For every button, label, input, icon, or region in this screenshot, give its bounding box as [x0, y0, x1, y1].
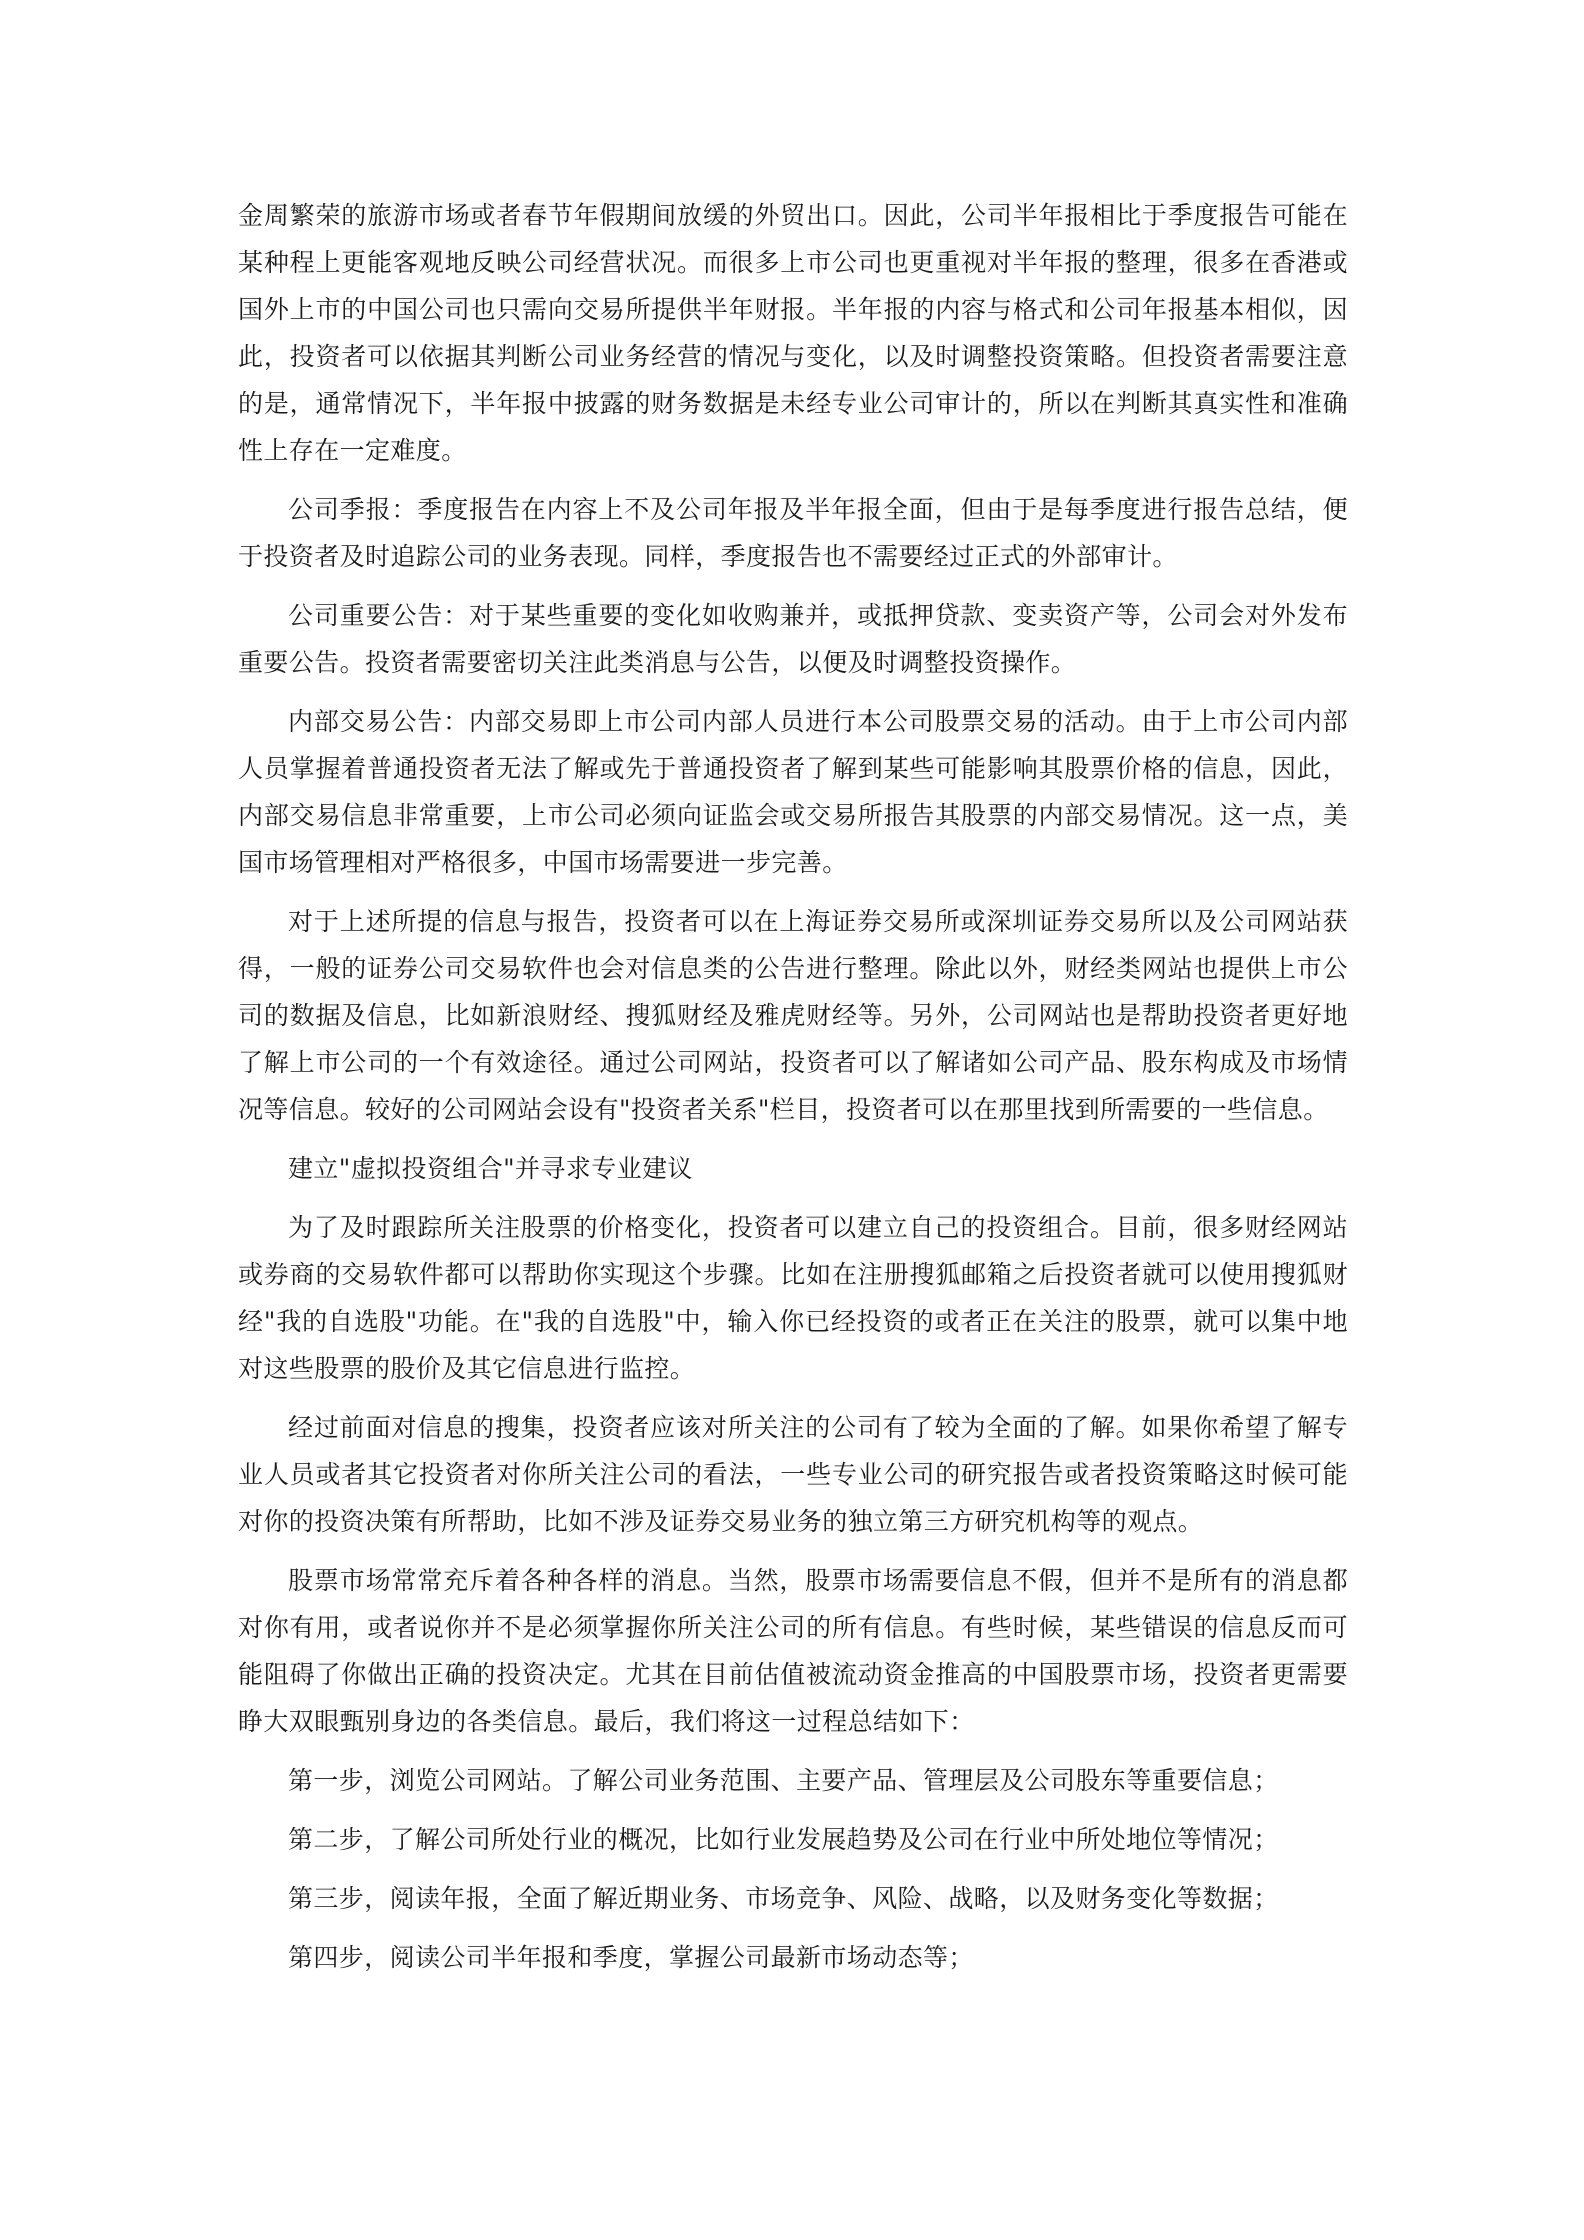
step-item: 第二步，了解公司所处行业的概况，比如行业发展趋势及公司在行业中所处地位等情况；	[288, 1825, 1279, 1854]
paragraph-half-year-report: 金周繁荣的旅游市场或者春节年假期间放缓的外贸出口。因此，公司半年报相比于季度报告可能在某种程上更能客观地反映公司经营状况。而很多上市公司也更重视对半年报的整理，很多在香港或国外上市的中国公司也只需向交易所提供半年财报。半年报的内容与格式和公司年报基本相似，因此，投资者可以依据其判断公司业务经营的情况与变化，以及时调整投资策略。但投资者需要注意的是，通常情况下，半年报中披露的财务数据是未经专业公司审计的，所以在判断其真实性和准确性上存在一定难度。	[238, 201, 1348, 465]
paragraph-insider-trading: 内部交易公告：内部交易即上市公司内部人员进行本公司股票交易的活动。由于上市公司内部人员掌握着普通投资者无法了解或先于普通投资者了解到某些可能影响其股票价格的信息，因此，内部交易信息非常重要，上市公司必须向证监会或交易所报告其股票的内部交易情况。这一点，美国市场管理相对严格很多，中国市场需要进一步完善。	[238, 707, 1348, 877]
step-item: 第四步，阅读公司半年报和季度，掌握公司最新市场动态等；	[288, 1943, 974, 1972]
paragraph-information-sources: 对于上述所提的信息与报告，投资者可以在上海证券交易所或深圳证券交易所以及公司网站获得，一般的证券公司交易软件也会对信息类的公告进行整理。除此以外，财经类网站也提供上市公司的数据及信息，比如新浪财经、搜狐财经及雅虎财经等。另外，公司网站也是帮助投资者更好地了解上市公司的一个有效途径。通过公司网站，投资者可以了解诸如公司产品、股东构成及市场情况等信息。较好的公司网站会设有"投资者关系"栏目，投资者可以在那里找到所需要的一些信息。	[238, 907, 1348, 1124]
document-page	[238, 192, 1348, 1993]
paragraph-virtual-portfolio: 为了及时跟踪所关注股票的价格变化，投资者可以建立自己的投资组合。目前，很多财经网站或券商的交易软件都可以帮助你实现这个步骤。比如在注册搜狐邮箱之后投资者就可以使用搜狐财经"我的自选股"功能。在"我的自选股"中，输入你已经投资的或者正在关注的股票，就可以集中地对这些股票的股价及其它信息进行监控。	[238, 1213, 1348, 1383]
paragraph-professional-advice: 经过前面对信息的搜集，投资者应该对所关注的公司有了较为全面的了解。如果你希望了解专业人员或者其它投资者对你所关注公司的看法，一些专业公司的研究报告或者投资策略这时候可能对你的投资决策有所帮助，比如不涉及证券交易业务的独立第三方研究机构等的观点。	[238, 1413, 1348, 1536]
section-heading: 建立"虚拟投资组合"并寻求专业建议	[288, 1154, 693, 1183]
paragraph-market-information: 股票市场常常充斥着各种各样的消息。当然，股票市场需要信息不假，但并不是所有的消息都对你有用，或者说你并不是必须掌握你所关注公司的所有信息。有些时候，某些错误的信息反而可能阻碍了你做出正确的投资决定。尤其在目前估值被流动资金推高的中国股票市场，投资者更需要睁大双眼甄别身边的各类信息。最后，我们将这一过程总结如下：	[238, 1566, 1348, 1736]
paragraph-important-announcement: 公司重要公告：对于某些重要的变化如收购兼并，或抵押贷款、变卖资产等，公司会对外发布重要公告。投资者需要密切关注此类消息与公告，以便及时调整投资操作。	[238, 601, 1348, 677]
paragraph-quarterly-report: 公司季报：季度报告在内容上不及公司年报及半年报全面，但由于是每季度进行报告总结，便于投资者及时追踪公司的业务表现。同样，季度报告也不需要经过正式的外部审计。	[238, 495, 1348, 571]
step-item: 第三步，阅读年报，全面了解近期业务、市场竞争、风险、战略，以及财务变化等数据；	[288, 1884, 1279, 1913]
step-item: 第一步，浏览公司网站。了解公司业务范围、主要产品、管理层及公司股东等重要信息；	[288, 1766, 1279, 1795]
